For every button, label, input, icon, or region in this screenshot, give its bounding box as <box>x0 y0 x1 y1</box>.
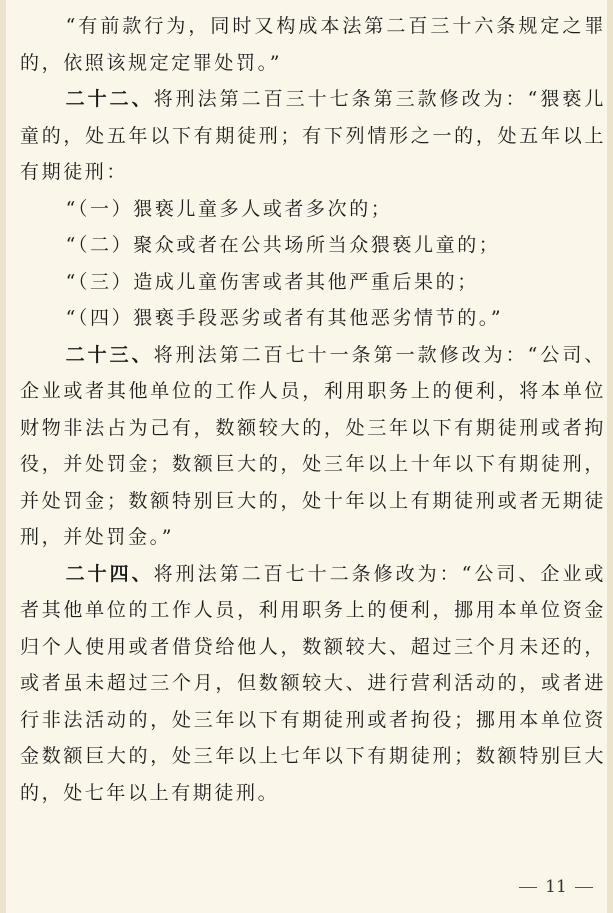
page-footer <box>506 875 606 899</box>
paragraph-text: 将刑法第二百七十一条第一款修改为：“公司、企业或者其他单位的工作人员，利用职务上的便利，将本单位财物非法占为己有，数额较大的，处三年以下有期徒刑或者拘役，并处罚金；数额巨大的，处三年以上十年以下有期徒刑，并处罚金；数额特别巨大的，处十年以上有期徒刑或者无期徒刑，并处罚金。” <box>20 343 606 548</box>
footer-dash-right <box>575 887 593 888</box>
paragraph-quote-continuation <box>20 8 606 81</box>
list-item-1 <box>20 191 606 228</box>
list-item-text: “（三）造成儿童伤害或者其他严重后果的； <box>65 270 479 293</box>
paragraph-text: 将刑法第二百三十七条第三款修改为：“猥亵儿童的，处五年以下有期徒刑；有下列情形之一的，处五年以上有期徒刑： <box>20 88 606 183</box>
list-item-text: “（四）猥亵手段恶劣或者有其他恶劣情节的。” <box>65 307 504 329</box>
page-number: 11 <box>545 877 567 897</box>
list-item-text: “（二）聚众或者在公共场所当众猥亵儿童的； <box>65 234 501 256</box>
paragraph-article-22 <box>20 81 606 191</box>
paragraph-article-23 <box>20 337 606 556</box>
paragraph-text: 将刑法第二百七十二条修改为：“公司、企业或者其他单位的工作人员，利用职务上的便利，挪用本单位资金归个人使用或者借贷给他人，数额较大、超过三个月未还的，或者虽未超过三个月，但数额较大、进行营利活动的，或者进行非法活动的，处三年以下有期徒刑或者拘役；挪用本单位资金数额巨大的，处三年以上七年以下有期徒刑；数额特别巨大的，处七年以上有期徒刑。 <box>20 562 606 804</box>
list-item-2 <box>20 227 606 264</box>
document-body <box>20 8 606 811</box>
paragraph-text: “有前款行为，同时又构成本法第二百三十六条规定之罪的，依照该规定定罪处罚。” <box>20 15 606 74</box>
list-item-4 <box>20 300 606 337</box>
article-number: 二十二、 <box>65 88 154 110</box>
article-number: 二十四、 <box>65 562 154 585</box>
list-item-text: “（一）猥亵儿童多人或者多次的； <box>65 197 393 220</box>
article-number: 二十三、 <box>65 343 154 366</box>
list-item-3 <box>20 264 606 301</box>
footer-dash-left <box>519 887 537 888</box>
paragraph-article-24 <box>20 556 606 812</box>
